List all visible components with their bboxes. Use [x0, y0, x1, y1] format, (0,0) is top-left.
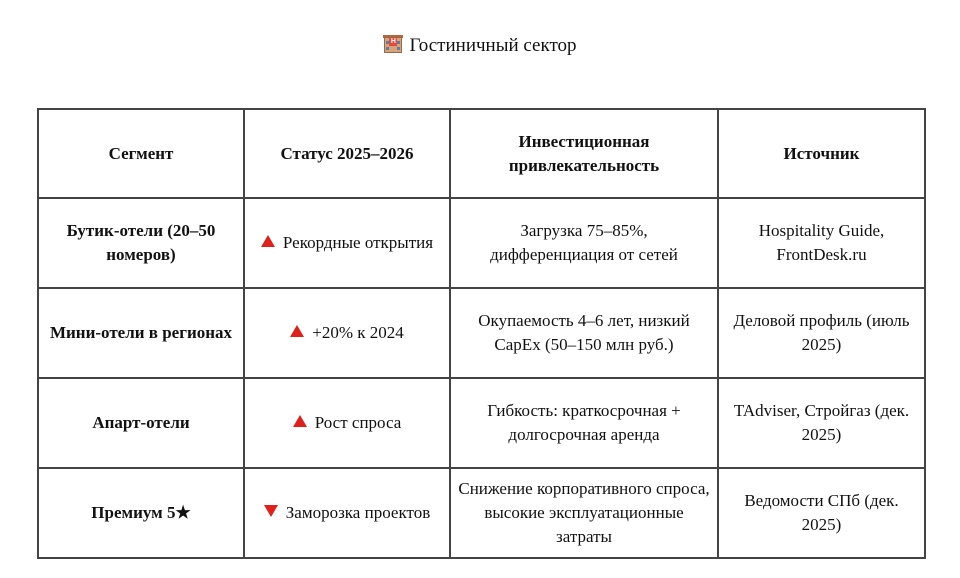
- cell-status: [244, 378, 450, 468]
- table-row: [38, 468, 925, 558]
- cell-segment: Премиум 5★: [38, 468, 244, 558]
- table-row: [38, 378, 925, 468]
- table-row: [38, 288, 925, 378]
- page-title-text: Гостиничный сектор: [409, 35, 577, 56]
- cell-segment: Мини-отели в регионах: [38, 288, 244, 378]
- table-row: [38, 198, 925, 288]
- cell-status: [244, 198, 450, 288]
- header-status: Статус 2025–2026: [244, 109, 450, 198]
- triangle-down-icon: [264, 505, 278, 517]
- cell-source: Hospitality Guide, FrontDesk.ru: [718, 198, 925, 288]
- page-title: [0, 33, 960, 59]
- status-text: Заморозка проектов: [285, 503, 431, 522]
- cell-status: [244, 468, 450, 558]
- triangle-up-icon: [261, 235, 275, 247]
- cell-investment: Гибкость: краткосрочная + долгосрочная аренда: [450, 378, 718, 468]
- status-text: Рост спроса: [314, 413, 402, 432]
- table-header-row: [38, 109, 925, 198]
- status-text: +20% к 2024: [312, 323, 404, 342]
- cell-investment: Снижение корпоративного спроса, высокие эксплуатационные затраты: [450, 468, 718, 558]
- cell-source: Деловой профиль (июль 2025): [718, 288, 925, 378]
- cell-source: TAdviser, Стройгаз (дек. 2025): [718, 378, 925, 468]
- hotel-icon: H: [383, 34, 403, 54]
- hotel-segments-table: [37, 108, 926, 559]
- cell-status: [244, 288, 450, 378]
- cell-investment: Загрузка 75–85%, дифференциация от сетей: [450, 198, 718, 288]
- header-investment: Инвестиционная привлекательность: [450, 109, 718, 198]
- triangle-up-icon: [293, 415, 307, 427]
- status-text: Рекордные открытия: [282, 233, 434, 252]
- cell-source: Ведомости СПб (дек. 2025): [718, 468, 925, 558]
- header-segment: Сегмент: [38, 109, 244, 198]
- triangle-up-icon: [290, 325, 304, 337]
- cell-segment: Бутик-отели (20–50 номеров): [38, 198, 244, 288]
- cell-investment: Окупаемость 4–6 лет, низкий CapEx (50–150 млн руб.): [450, 288, 718, 378]
- cell-segment: Апарт-отели: [38, 378, 244, 468]
- header-source: Источник: [718, 109, 925, 198]
